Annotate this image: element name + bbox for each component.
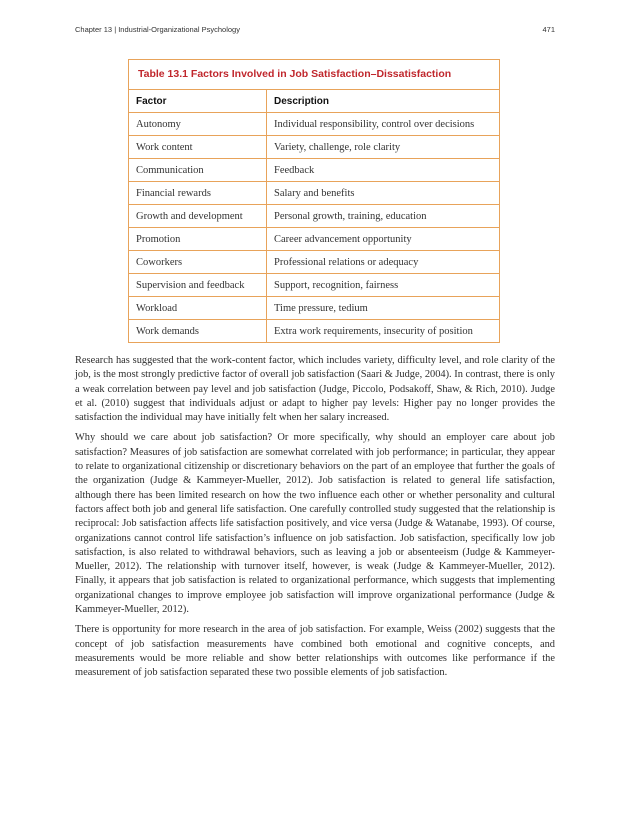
column-header-factor: Factor bbox=[129, 90, 267, 113]
description-cell: Support, recognition, fairness bbox=[267, 274, 500, 297]
factor-cell: Coworkers bbox=[129, 251, 267, 274]
description-cell: Time pressure, tedium bbox=[267, 297, 500, 320]
table-row bbox=[129, 136, 499, 159]
paragraph: Why should we care about job satisfaction? Or more specifically, why should an employer care about job satisfaction? Measures of job satisfaction are somewhat correlated with job performance; in particular, they appear to relate to organizational citizenship or discretionary behaviors on the part of an employee that further the goals of the organization (Judge & Kammeyer-Mueller, 2012). Job satisfaction is related to general life satisfaction, although there has been limited research on how the two influence each other or whether personality and cultural factors affect both job and general life satisfaction. One carefully controlled study suggested that the relationship is reciprocal: Job satisfaction affects life satisfaction positively, and vice versa (Judge & Watanabe, 1993). Of course, organizations cannot control life satisfaction’s influence on job satisfaction. Job satisfaction, specifically low job satisfaction, is also related to withdrawal behaviors, such as leaving a job or absenteeism (Judge & Kammeyer-Mueller, 2012). The relationship with turnover itself, however, is weak (Judge & Kammeyer-Mueller, 2012). Finally, it appears that job satisfaction is related to organizational performance, which suggests that implementing organizational changes to improve employee job satisfaction will improve organizational performance (Judge & Kammeyer-Mueller, 2012). bbox=[75, 432, 555, 616]
factor-cell: Financial rewards bbox=[129, 182, 267, 205]
factors-table bbox=[128, 59, 500, 343]
paragraph: Research has suggested that the work-content factor, which includes variety, difficulty level, and role clarity of the job, is the most strongly predictive factor of overall job satisfaction (Saari & Judge, 2004). In contrast, there is only a weak correlation between pay level and job satisfaction (Judge, Piccolo, Podsakoff, Shaw, & Rich, 2010). Judge et al. (2010) suggest that individuals adjust or adapt to higher pay levels: Higher pay no longer provides the satisfaction the individual may have initially felt when her salary increased. bbox=[75, 355, 555, 424]
table-row bbox=[129, 274, 499, 297]
factor-cell: Communication bbox=[129, 159, 267, 182]
factor-cell: Autonomy bbox=[129, 113, 267, 136]
description-cell: Professional relations or adequacy bbox=[267, 251, 500, 274]
factor-cell: Supervision and feedback bbox=[129, 274, 267, 297]
table-row bbox=[129, 182, 499, 205]
table-row bbox=[129, 228, 499, 251]
table-row bbox=[129, 251, 499, 274]
factor-cell: Workload bbox=[129, 297, 267, 320]
description-cell: Salary and benefits bbox=[267, 182, 500, 205]
table-row bbox=[129, 297, 499, 320]
factor-cell: Growth and development bbox=[129, 205, 267, 228]
table-title: Table 13.1 Factors Involved in Job Satisfaction–Dissatisfaction bbox=[129, 60, 499, 90]
description-cell: Extra work requirements, insecurity of position bbox=[267, 320, 500, 343]
body-text bbox=[75, 354, 555, 687]
description-cell: Variety, challenge, role clarity bbox=[267, 136, 500, 159]
table-body bbox=[129, 113, 499, 343]
table-row bbox=[129, 159, 499, 182]
description-cell: Individual responsibility, control over decisions bbox=[267, 113, 500, 136]
page-number: 471 bbox=[542, 25, 555, 34]
table-row bbox=[129, 320, 499, 343]
table-header-row bbox=[129, 90, 499, 113]
table-row bbox=[129, 113, 499, 136]
description-cell: Feedback bbox=[267, 159, 500, 182]
factors-table-grid bbox=[129, 90, 499, 342]
factor-cell: Work demands bbox=[129, 320, 267, 343]
description-cell: Career advancement opportunity bbox=[267, 228, 500, 251]
chapter-title: Chapter 13 | Industrial-Organizational Psychology bbox=[75, 25, 240, 34]
column-header-description: Description bbox=[274, 95, 330, 107]
factor-cell: Work content bbox=[129, 136, 267, 159]
factor-cell: Promotion bbox=[129, 228, 267, 251]
paragraph: There is opportunity for more research in the area of job satisfaction. For example, Weiss (2002) suggests that the concept of job satisfaction measurements have combined both emotional and cognitive concepts, and measurements would be more reliable and show better relationships with outcomes like performance if the measurement of job satisfaction separated these two possible elements of job satisfaction. bbox=[75, 624, 555, 679]
table-row bbox=[129, 205, 499, 228]
description-cell: Personal growth, training, education bbox=[267, 205, 500, 228]
